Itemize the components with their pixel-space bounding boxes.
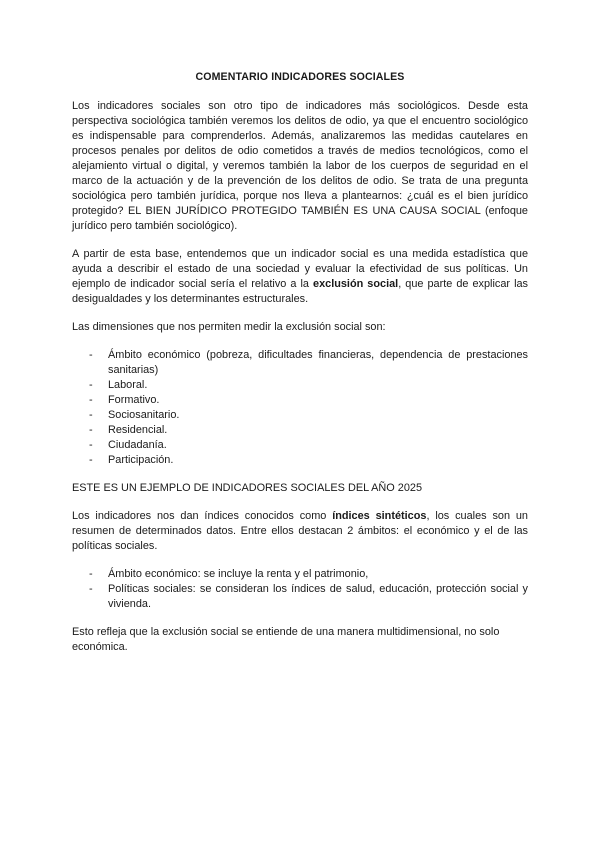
definition-text-end: , que parte de explicar las desigualdades y los determinantes estructurales. (72, 278, 528, 305)
dimensions-intro: Las dimensiones que nos permiten medir la exclusión social son: (72, 321, 386, 333)
definition-text-start: A partir de esta base, entendemos que un indicador social es una medida estadística que ayuda a describir el estado de una sociedad y evaluar la efectividad de sus políticas. Un ejemplo de indicador social sería el relativo a la (72, 248, 528, 290)
synthetic-text-end: , los cuales son un resumen de determinados datos. Entre ellos destacan 2 ámbitos: el económico y el de las políticas sociales. (72, 510, 528, 552)
document-page (72, 70, 528, 668)
synthetic-text-start: Los indicadores nos dan índices conocidos como (72, 510, 333, 522)
dimension-item: - Formativo. (72, 393, 528, 408)
dimension-item: - Laboral. (72, 378, 528, 393)
dimension-item: - Ámbito económico (pobreza, dificultades financieras, dependencia de prestaciones sanitarias) (72, 348, 528, 378)
document-title: COMENTARIO INDICADORES SOCIALES (195, 71, 405, 83)
definition-bold-term: exclusión social (313, 278, 399, 290)
intro-paragraph: Los indicadores sociales son otro tipo de indicadores más sociológicos. Desde esta perspectiva sociológica también veremos los delitos de odio, ya que el encuentro sociológico es indispensable para comprenderlos. Además, analizaremos las medidas cautelares en procesos penales por delitos de odio cometidos a través de medios tecnológicos, como el alejamiento virtual o digital, y veremos también la labor de los cuerpos de seguridad en el marco de la actuación y de la prevención de los delitos de odio. Se trata de una pregunta sociológica pero también jurídica, porque nos lleva a plantearnos: ¿cuál es el bien jurídico protegido? EL BIEN JURÍDICO PROTEGIDO TAMBIÉN ES UNA CAUSA SOCIAL (enfoque jurídico pero también sociológico). (72, 100, 528, 232)
area-item: - Políticas sociales: se consideran los índices de salud, educación, protección social y vivienda. (72, 582, 528, 612)
synthetic-bold-term: índices sintéticos (332, 510, 427, 522)
dimension-item: - Sociosanitario. (72, 408, 528, 423)
definition-paragraph (72, 247, 528, 307)
synthetic-paragraph (72, 509, 528, 554)
area-item: - Ámbito económico: se incluye la renta y el patrimonio, (72, 567, 528, 582)
dimension-item: - Residencial. (72, 423, 528, 438)
conclusion-paragraph: Esto refleja que la exclusión social se entiende de una manera multidimensional, no solo económica. (72, 626, 500, 653)
dimensions-list (72, 348, 528, 468)
dimension-item: - Participación. (72, 453, 528, 468)
example-heading: ESTE ES UN EJEMPLO DE INDICADORES SOCIALES DEL AÑO 2025 (72, 482, 423, 494)
areas-list (72, 567, 528, 612)
dimension-item: - Ciudadanía. (72, 438, 528, 453)
